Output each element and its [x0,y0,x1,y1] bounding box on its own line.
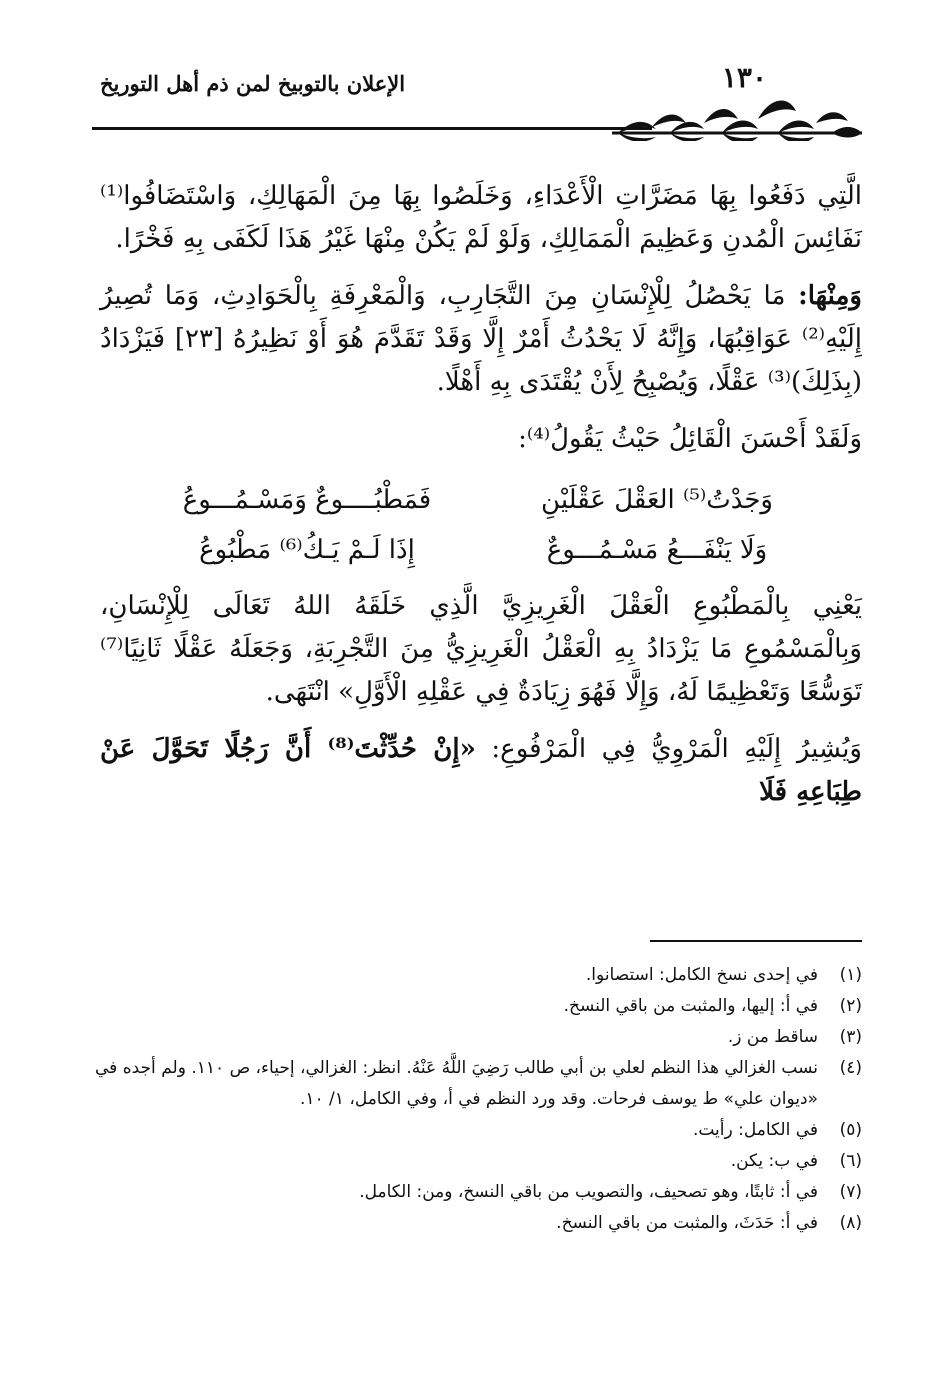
footnote-text: في إحدى نسخ الكامل: استصانوا. [585,965,818,985]
paragraph-2-lead: وَمِنْهَا: [798,281,862,311]
footnote [95,1022,862,1053]
footnote-text: ساقط من ز. [727,1027,818,1047]
footnote-number: (١) [839,965,862,985]
footnote-number: (٨) [839,1213,862,1233]
paragraph-1: الَّتِي دَفَعُوا بِهَا مَضَرَّاتِ الْأَعْدَاءِ، وَخَلَصُوا بِهَا مِنَ الْمَهَالِكِ، وَاسْتَضَافُوا⁽¹⁾ نَفَائِسَ الْمُدنِ وَعَظِيمَ الْمَمَالِكِ، وَلَوْ لَمْ يَكُنْ مِنْهَا غَيْرُ هَذَا لَكَفَى بِهِ فَخْرًا. [100,181,862,254]
footnotes [95,960,862,1239]
verse-second-hemistich: فَمَطْبُــــوعٌ وَمَسْـمُـــوعُ [182,485,432,515]
poem-verse [162,475,802,525]
footnote [95,991,862,1022]
paragraph-5 [100,728,862,814]
main-text [100,175,862,828]
footnote-number: (٥) [839,1120,862,1140]
footnote-text: في أ: إليها، والمثبت من باقي النسخ. [563,996,818,1016]
paragraph-4: يَعْنِي بِالْمَطْبُوعِ الْعَقْلَ الْغَرِيزِيَّ الَّذِي خَلَقَهُ اللهُ تَعَالَى لِلْإِنْسَانِ، وَبِالْمَسْمُوعِ مَا يَزْدَادُ بِهِ الْعَقْلُ الْغَرِيزِيُّ مِنَ التَّجْرِبَةِ، وَجَعَلَهُ عَقْلًا ثَانِيًا⁽⁷⁾ تَوَسُّعًا وَتَعْظِيمًا لَهُ، وَإِلَّا فَهُوَ زِيَادَةٌ فِي عَقْلِهِ الْأَوَّلِ» انْتَهَى. [100,591,862,707]
footnote-number: (٦) [839,1151,862,1171]
page-number: ١٣٠ [721,61,767,94]
paragraph-5-text: وَيُشِيرُ إِلَيْهِ الْمَرْوِيُّ فِي الْمَرْفُوعِ: [475,734,862,764]
hadith-quote: «إِنْ حُدِّثْتَ⁽⁸⁾ أَنَّ رَجُلًا تَحَوَّلَ عَنْ طِبَاعِهِ فَلَا [100,734,862,807]
verse-second-hemistich: إِذَا لَـمْ يَـكُ⁽⁶⁾ مَطْبُوعُ [199,535,415,565]
paragraph-2 [100,275,862,404]
paragraph-3: وَلَقَدْ أَحْسَنَ الْقَائِلُ حَيْثُ يَقُولُ⁽⁴⁾: [518,424,862,454]
footnote-number: (٣) [839,1027,862,1047]
footnote [95,960,862,991]
poem-verse [162,525,802,575]
verse-first-hemistich: وَلَا يَنْفَـــعُ مَسْـمُـــوعٌ [546,535,768,565]
footnote-text: في أ: ثابتًا، وهو تصحيف، والتصويب من باقي النسخ، ومن: الكامل. [359,1182,818,1202]
running-title: الإعلان بالتوبيخ لمن ذم أهل التوريخ [100,71,406,96]
poem [162,475,802,575]
header-rule [92,127,652,130]
footnote-text: في أ: حَدَثَ، والمثبت من باقي النسخ. [556,1213,818,1233]
footnote-rule [650,940,862,942]
footnote [95,1208,862,1239]
footnote-text: نسب الغزالي هذا النظم لعلي بن أبي طالب رَضِيَ اللَّهُ عَنْهُ. انظر: الغزالي، إحياء، ص ١١٠. ولم أجده في «ديوان علي» ط يوسف فرحات. وقد ورد النظم في أ، وفي الكامل، ١/ ١٠. [95,1058,818,1109]
footnote [95,1177,862,1208]
footnote-text: في ب: يكن. [730,1151,818,1171]
footnote [95,1146,862,1177]
footnote-number: (٤) [839,1058,862,1078]
page-header [92,55,862,145]
footnote-number: (٧) [839,1182,862,1202]
floral-ornament-icon [612,89,862,141]
paragraph-2-text: مَا يَحْصُلُ لِلْإِنْسَانِ مِنَ التَّجَارِبِ، وَالْمَعْرِفَةِ بِالْحَوَادِثِ، وَمَا تُصِيرُ إِلَيْهِ⁽²⁾ عَوَاقِبُهَا، وَإِنَّهُ لَا يَحْدُثُ أَمْرٌ إِلَّا وَقَدْ تَقَدَّمَ هُوَ أَوْ نَظِيرُهُ [٢٣] فَيَزْدَادُ (بِذَلِكَ)⁽³⁾ عَقْلًا، وَيُصْبِحُ لِأَنْ يُقْتَدَى بِهِ أَهْلًا. [100,281,862,397]
verse-first-hemistich: وَجَدْتُ⁽⁵⁾ العَقْلَ عَقْلَيْنِ [541,485,773,515]
footnote [95,1053,862,1115]
footnote-number: (٢) [839,996,862,1016]
footnote [95,1115,862,1146]
footnote-text: في الكامل: رأيت. [692,1120,818,1140]
